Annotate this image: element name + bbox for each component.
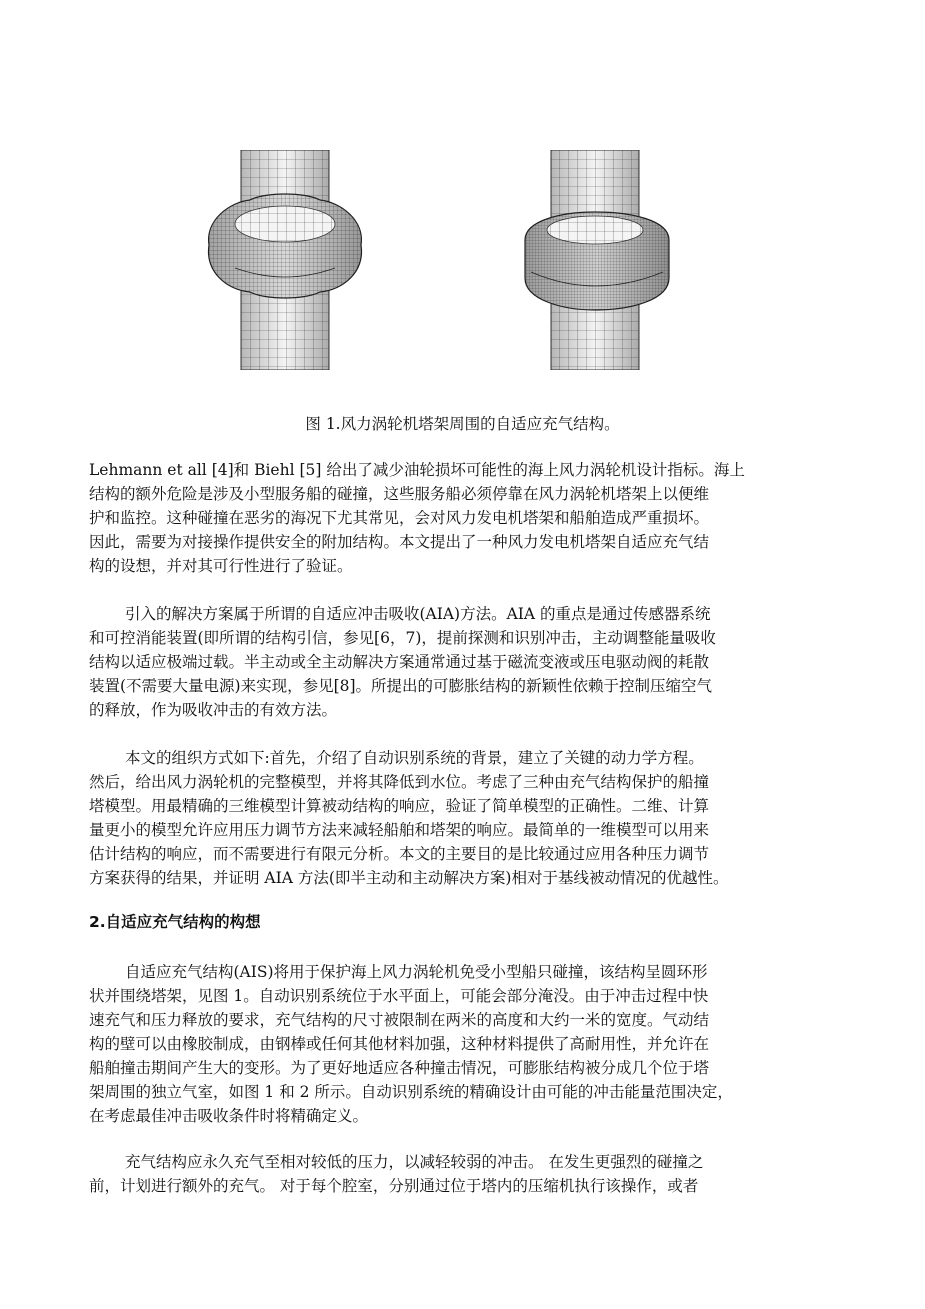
tower-uniform-ring-figure [523,150,683,370]
paragraph-line: 构的壁可以由橡胶制成，由钢棒或任何其他材料加强，这种材料提供了高耐用性，并允许在 [89,1035,710,1053]
paragraph-line: 然后，给出风力涡轮机的完整模型，并将其降低到水位。考虑了三种由充气结构保护的船撞 [89,773,710,791]
paragraph-line: Lehmann et all [4]和 Biehl [5] 给出了减少油轮损坏可能性的海上风力涡轮机设计指标。海上 [89,461,745,479]
paragraph-2 [89,602,854,722]
paragraph-line: 方案获得的结果，并证明 AIA 方法(即半主动和主动解决方案)相对于基线被动情况的优越性。 [89,869,729,887]
paragraph-line: 充气结构应永久充气至相对较低的压力，以减轻较弱的冲击。 在发生更强烈的碰撞之 [125,1153,704,1171]
paragraph-4 [89,960,854,1128]
tower-lobed-ring-image [205,150,365,370]
paragraph-line: 在考虑最佳冲击吸收条件时将精确定义。 [89,1107,369,1125]
paragraph-line: 护和监控。这种碰撞在恶劣的海况下尤其常见，会对风力发电机塔架和船舶造成严重损坏。 [89,509,710,527]
paragraph-line: 的释放，作为吸收冲击的有效方法。 [89,701,338,719]
paragraph-line: 量更小的模型允许应用压力调节方法来减轻船舶和塔架的响应。最简单的一维模型可以用来 [89,821,710,839]
paragraph-line: 和可控消能装置(即所谓的结构引信，参见[6，7)，提前探测和识别冲击，主动调整能量吸收 [89,629,716,647]
tower-uniform-ring-image [523,150,683,370]
paragraph-line: 结构的额外危险是涉及小型服务船的碰撞，这些服务船必须停靠在风力涡轮机塔架上以便维 [89,485,710,503]
paragraph-line: 引入的解决方案属于所谓的自适应冲击吸收(AIA)方法。AIA 的重点是通过传感器系统 [125,605,711,623]
paragraph-line: 估计结构的响应，而不需要进行有限元分析。本文的主要目的是比较通过应用各种压力调节 [89,845,710,863]
paragraph-line: 自适应充气结构(AIS)将用于保护海上风力涡轮机免受小型船只碰撞，该结构呈圆环形 [125,963,708,981]
paragraph-line: 前，计划进行额外的充气。 对于每个腔室，分别通过位于塔内的压缩机执行该操作，或者 [89,1177,699,1195]
paragraph-line: 装置(不需要大量电源)来实现，参见[8]。所提出的可膨胀结构的新颖性依赖于控制压缩空气 [89,677,713,695]
paragraph-line: 速充气和压力释放的要求，充气结构的尺寸被限制在两米的高度和大约一米的宽度。气动结 [89,1011,710,1029]
paragraph-line: 构的设想，并对其可行性进行了验证。 [89,557,353,575]
paragraph-line: 架周围的独立气室，如图 1 和 2 所示。自动识别系统的精确设计由可能的冲击能量范围决定， [89,1083,733,1101]
tower-lobed-ring-figure [205,150,365,370]
figure-1 [200,150,700,370]
paragraph-3 [89,746,854,890]
section-heading: 2.自适应充气结构的构想 [89,913,261,931]
paragraph-line: 结构以适应极端过载。半主动或全主动解决方案通常通过基于磁流变液或压电驱动阀的耗散 [89,653,710,671]
paragraph-1 [89,458,854,578]
paragraph-5 [89,1150,854,1198]
paragraph-line: 状并围绕塔架，见图 1。自动识别系统位于水平面上，可能会部分淹没。由于冲击过程中快 [89,987,709,1005]
figure-caption: 图 1.风力涡轮机塔架周围的自适应充气结构。 [305,415,620,433]
paragraph-line: 船舶撞击期间产生大的变形。为了更好地适应各种撞击情况，可膨胀结构被分成几个位于塔 [89,1059,710,1077]
paragraph-line: 因此，需要为对接操作提供安全的附加结构。本文提出了一种风力发电机塔架自适应充气结 [89,533,710,551]
paragraph-line: 塔模型。用最精确的三维模型计算被动结构的响应，验证了简单模型的正确性。二维、计算 [89,797,710,815]
paragraph-line: 本文的组织方式如下:首先，介绍了自动识别系统的背景，建立了关键的动力学方程。 [125,749,704,767]
